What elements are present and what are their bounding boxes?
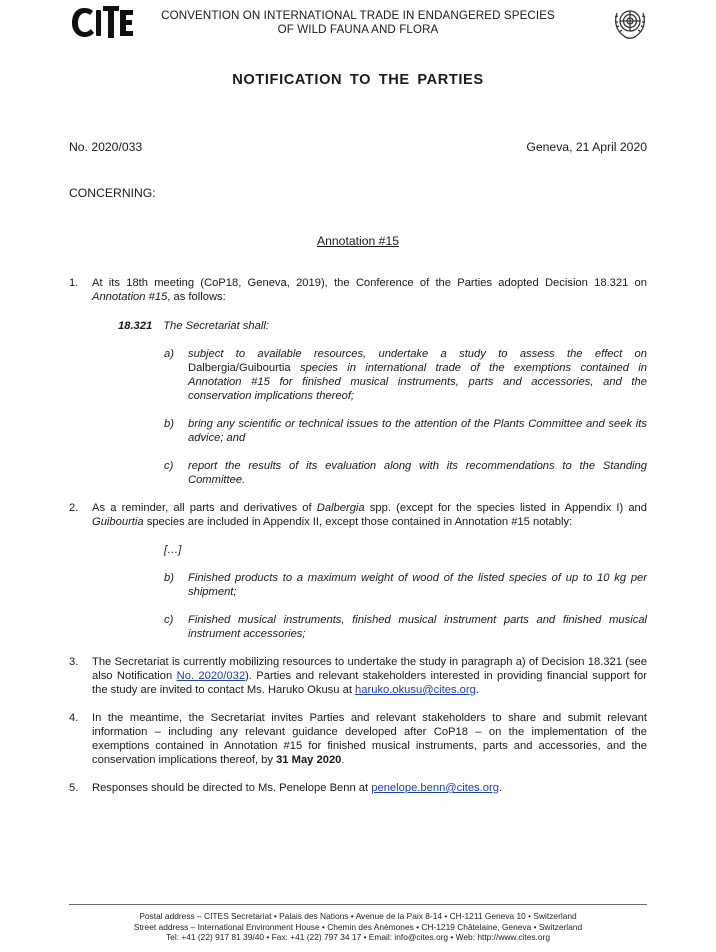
concerning-label: CONCERNING:: [69, 186, 156, 200]
footer-line-street: Street address – International Environment House • Chemin des Anémones • CH-1219 Châtelaine, Geneva • Switzerland: [133, 921, 583, 932]
decision-item-c: c) report the results of its evaluation along with its recommendations to the Standing Committee.: [164, 460, 647, 486]
cites-logo: [70, 2, 136, 42]
page-title: NOTIFICATION TO THE PARTIES: [232, 72, 484, 88]
paragraph-4: 4. In the meantime, the Secretariat invites Parties and relevant stakeholders to share and submit relevant information – including any relevant guidance developed after CoP18 – on the implementation of the exemptions contained in Annotation #15 for finished musical instruments, parts and accessories, and the conservation implications thereof, by 31 May 2020.: [69, 712, 647, 766]
annotation-item-b: b) Finished products to a maximum weight of wood of the listed species of up to 10 kg per shipment;: [164, 572, 647, 598]
email-link-okusu[interactable]: haruko.okusu@cites.org: [355, 684, 476, 696]
logo-text: CITES: [70, 2, 73, 3]
notification-number: No. 2020/033: [69, 140, 143, 154]
subject-heading: Annotation #15: [317, 234, 399, 248]
paragraph-number: 2.: [69, 502, 79, 514]
paragraph-number: 3.: [69, 656, 79, 668]
deadline-date: 31 May 2020: [276, 754, 342, 766]
email-link-benn[interactable]: penelope.benn@cites.org: [371, 782, 499, 794]
annotation-ellipsis: […]: [164, 544, 182, 556]
paragraph-number: 1.: [69, 277, 79, 289]
footer-divider: [69, 904, 647, 905]
decision-code: 18.321: [118, 320, 153, 332]
footer-address: [69, 911, 647, 943]
decision-lead: The Secretariat shall:: [163, 320, 269, 332]
footer-line-contact: Tel: +41 (22) 917 81 39/40 • Fax: +41 (22) 797 34 17 • Email: info@cites.org • Web: http://www.cites.org: [166, 932, 550, 942]
un-emblem-icon: [610, 3, 650, 43]
decision-heading: [118, 319, 647, 333]
decision-item-a: a) subject to available resources, undertake a study to assess the effect on Dalbergia/Guibourtia species in international trade of the exemptions contained in Annotation #15 for finished musical instruments, parts and accessories, and the conservation implications thereof;: [164, 348, 647, 402]
footer-line-postal: Postal address – CITES Secretariat • Palais des Nations • Avenue de la Paix 8-14 • CH-1211 Geneva 10 • Switzerland: [139, 911, 577, 921]
paragraph-number: 4.: [69, 712, 79, 724]
decision-item-b: b) bring any scientific or technical issues to the attention of the Plants Committee and seek its advice; and: [164, 418, 647, 444]
notification-link[interactable]: No. 2020/032: [176, 670, 246, 682]
org-line-1: CONVENTION ON INTERNATIONAL TRADE IN ENDANGERED SPECIES: [161, 9, 555, 22]
annotation-item-c: c) Finished musical instruments, finished musical instrument parts and finished musical instrument accessories;: [164, 614, 647, 640]
org-line-2: OF WILD FAUNA AND FLORA: [277, 22, 439, 36]
paragraph-1: 1. At its 18th meeting (CoP18, Geneva, 2019), the Conference of the Parties adopted Decision 18.321 on Annotation #15, as follows:: [69, 277, 647, 303]
organization-name: [150, 9, 566, 36]
notification-date: Geneva, 21 April 2020: [526, 140, 647, 154]
paragraph-3: 3. The Secretariat is currently mobilizing resources to undertake the study in paragraph a) of Decision 18.321 (see also Notification No. 2020/032). Parties and relevant stakeholders interested in providing financial support for the study are invited to contact Ms. Haruko Okusu at haruko.okusu@cites.org.: [69, 656, 647, 696]
paragraph-5: 5. Responses should be directed to Ms. Penelope Benn at penelope.benn@cites.org.: [69, 782, 503, 794]
paragraph-2: 2. As a reminder, all parts and derivatives of Dalbergia spp. (except for the species listed in Appendix I) and Guibourtia species are included in Appendix II, except those contained in Annotation #15 notably:: [69, 502, 647, 528]
paragraph-number: 5.: [69, 782, 79, 794]
